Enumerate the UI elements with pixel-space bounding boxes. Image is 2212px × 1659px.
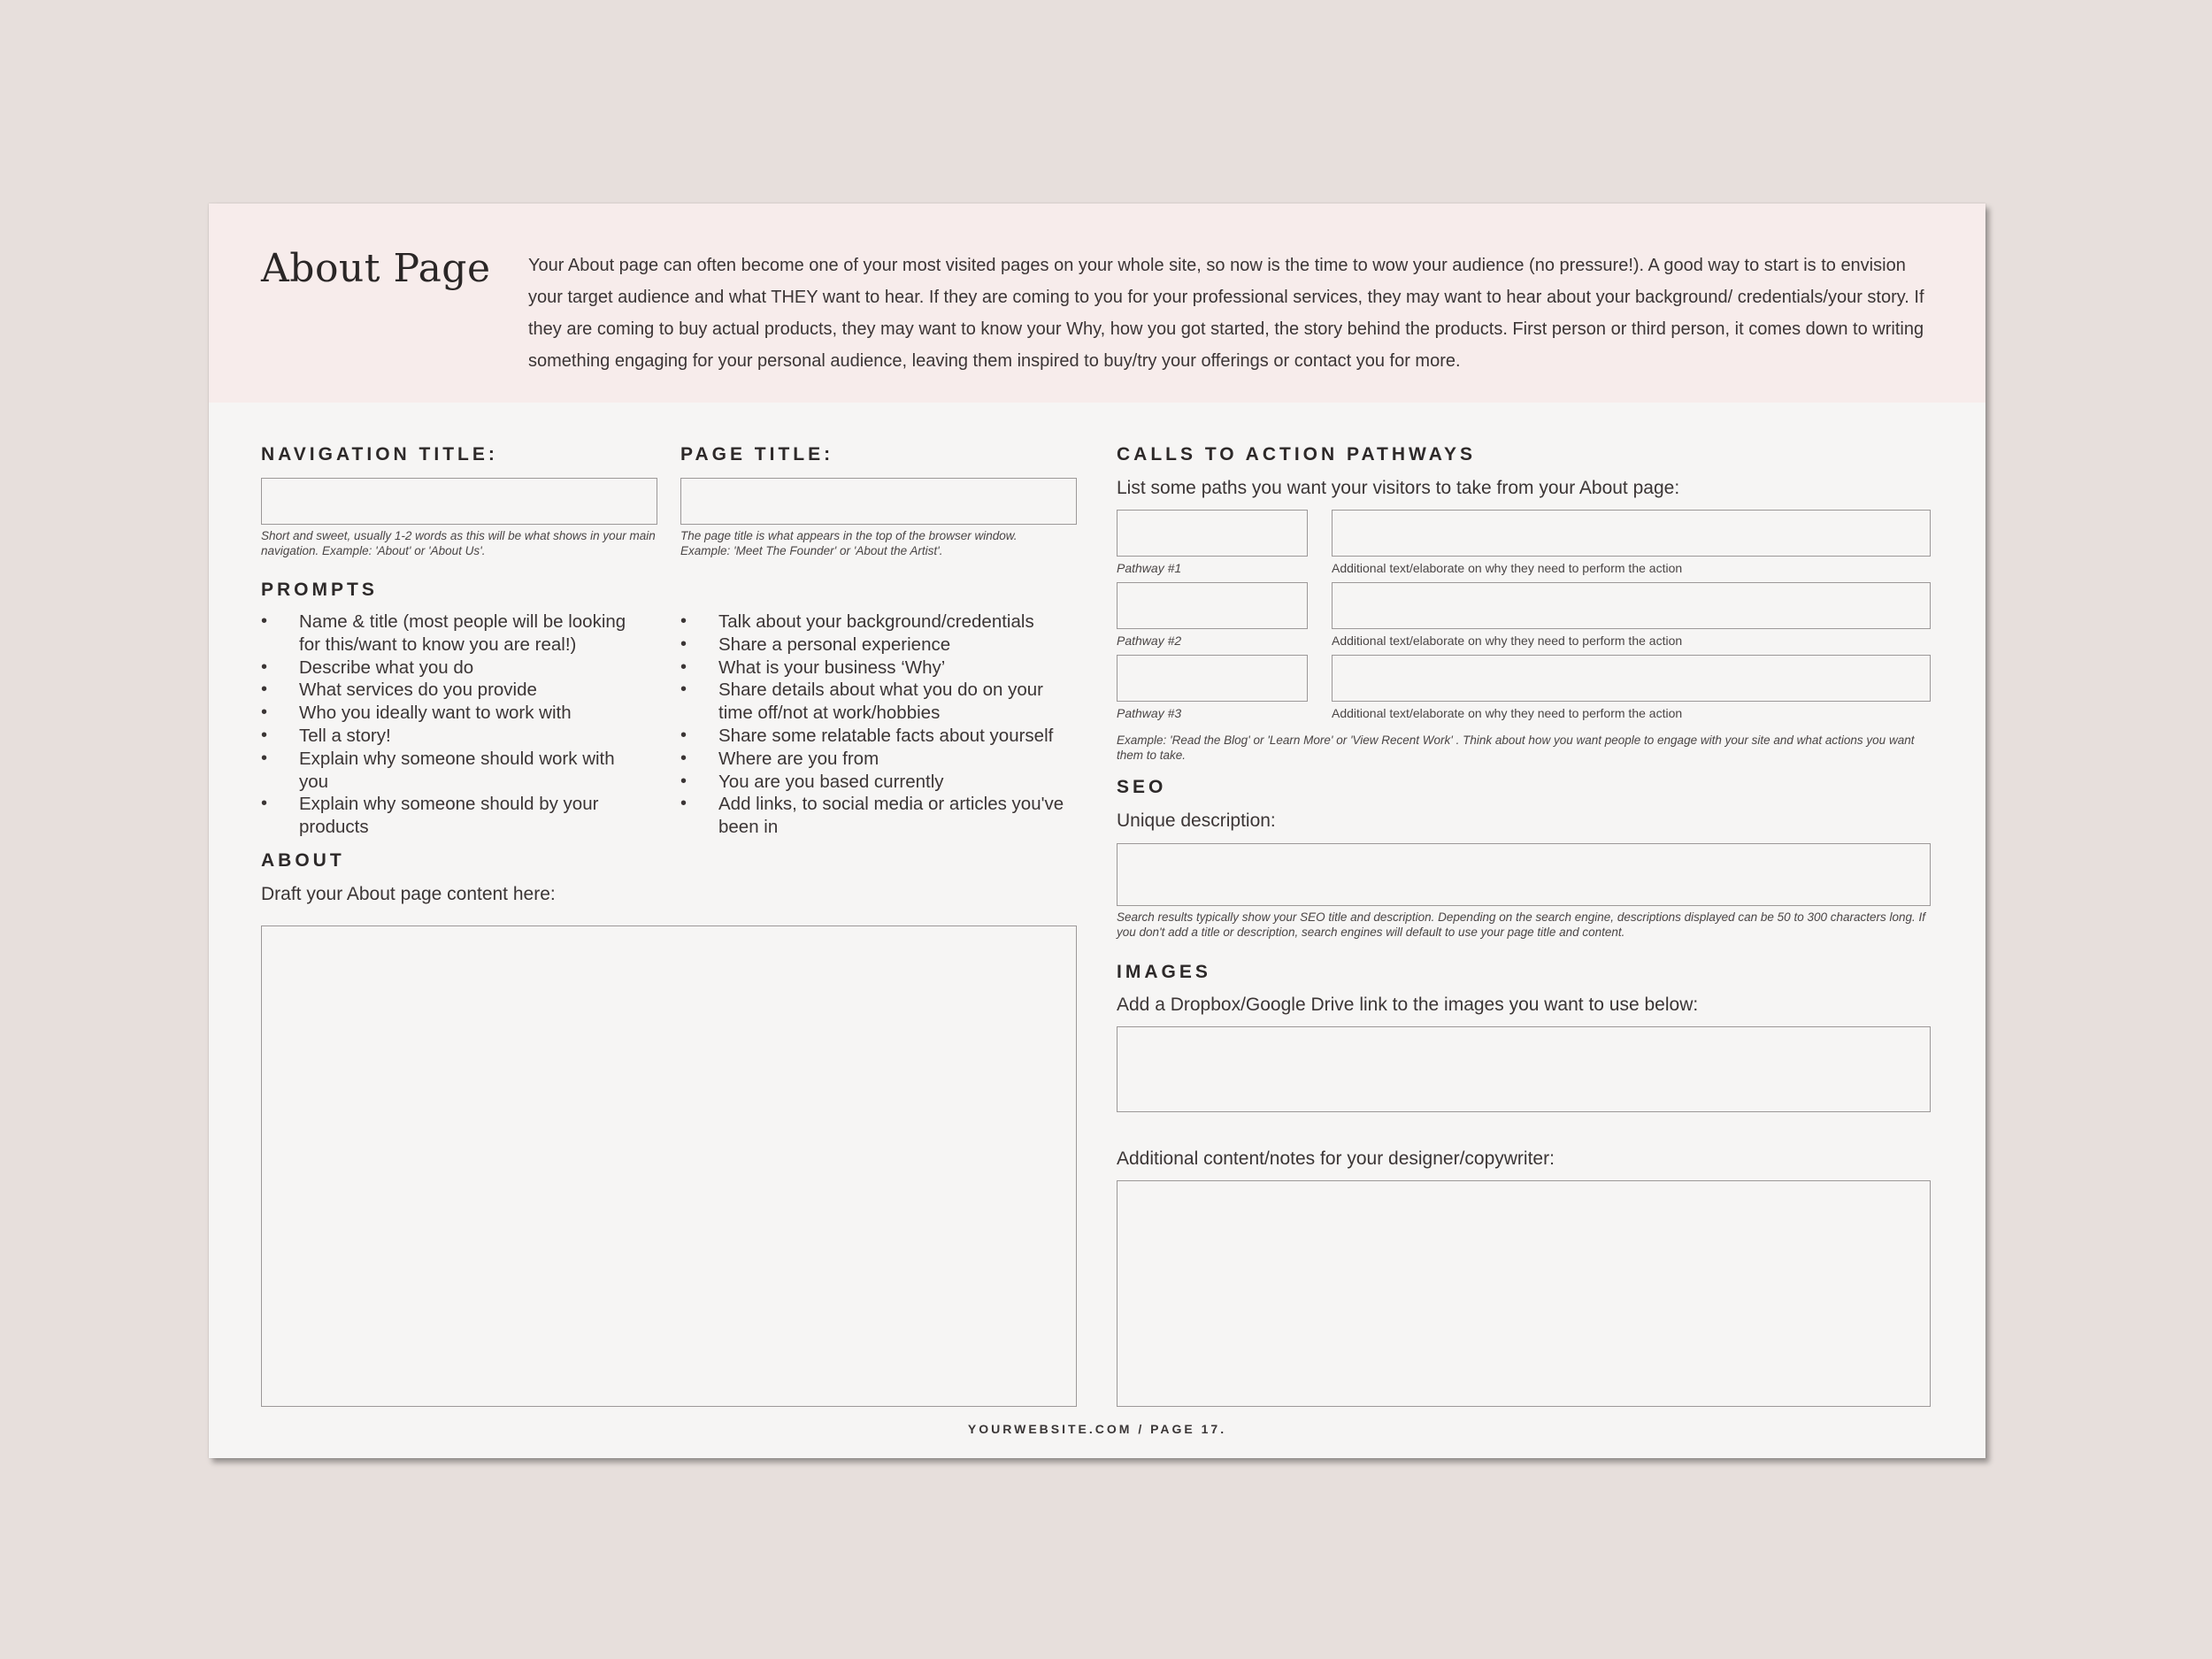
list-item: • Name & title (most people will be looking for this/want to know you are real!) — [261, 611, 641, 657]
pathway-1-label: Pathway #1 — [1117, 561, 1182, 575]
list-item: • What is your business ‘Why’ — [680, 657, 1079, 680]
prompts-list-right — [680, 611, 1079, 839]
pathway-2-field[interactable] — [1117, 582, 1308, 629]
pathway-3-label: Pathway #3 — [1117, 706, 1182, 720]
list-item: • Add links, to social media or articles you've been in — [680, 793, 1079, 839]
about-content-textarea[interactable] — [261, 926, 1077, 1407]
seo-heading: SEO — [1117, 777, 1167, 797]
images-link-field[interactable] — [1117, 1026, 1931, 1112]
pathway-3-field[interactable] — [1117, 655, 1308, 702]
seo-hint: Search results typically show your SEO title and description. Depending on the search engine, descriptions displayed can be 50 to 300 characters long. If you don't add a title or description, search engines will default to use your page title and content. — [1117, 910, 1926, 939]
list-item: • Explain why someone should work with you — [261, 748, 641, 794]
pathway-1-field[interactable] — [1117, 510, 1308, 557]
pathway-2-note-label: Additional text/elaborate on why they need to perform the action — [1332, 634, 1683, 648]
page-title-hint: The page title is what appears in the top of the browser window. Example: 'Meet The Founder' or 'About the Artist'. — [680, 529, 1018, 557]
list-item: • Talk about your background/credentials — [680, 611, 1079, 634]
about-heading: ABOUT — [261, 850, 345, 871]
images-heading: IMAGES — [1117, 962, 1211, 982]
pathway-2-note-field[interactable] — [1332, 582, 1931, 629]
cta-heading: CALLS TO ACTION PATHWAYS — [1117, 444, 1476, 465]
pathway-1-note-field[interactable] — [1332, 510, 1931, 557]
list-item: • Tell a story! — [261, 725, 641, 748]
prompts-list-left — [261, 611, 641, 839]
list-item: • Describe what you do — [261, 657, 641, 680]
pathway-3-note-label: Additional text/elaborate on why they need to perform the action — [1332, 706, 1683, 720]
list-item: • Share some relatable facts about yourself — [680, 725, 1079, 748]
list-item: • You are you based currently — [680, 771, 1079, 794]
intro-paragraph: Your About page can often become one of your most visited pages on your whole site, so now is the time to wow your audience (no pressure!). A good way to start is to envision your target audience and what THEY want to hear. If they are coming to you for your professional services, they may want to hear about your background/ credentials/your story. If they are coming to buy actual products, they may want to know your Why, how you got started, the story behind the products. First person or third person, it comes down to writing something engaging for your personal audience, leaving them inspired to buy/try your offerings or contact you for more. — [528, 256, 1924, 371]
navigation-title-field[interactable] — [261, 478, 657, 525]
list-item: • Explain why someone should by your products — [261, 793, 641, 839]
notes-label: Additional content/notes for your designer/copywriter: — [1117, 1148, 1555, 1169]
images-label: Add a Dropbox/Google Drive link to the images you want to use below: — [1117, 995, 1699, 1015]
seo-description-field[interactable] — [1117, 843, 1931, 906]
page-title-heading: PAGE TITLE: — [680, 444, 834, 465]
cta-example-hint: Example: 'Read the Blog' or 'Learn More' or 'View Recent Work' . Think about how you want people to engage with your site and what actions you want them to take. — [1117, 733, 1915, 762]
list-item: • Where are you from — [680, 748, 1079, 771]
pathway-3-note-field[interactable] — [1332, 655, 1931, 702]
prompts-heading: PROMPTS — [261, 580, 378, 600]
page-title-field[interactable] — [680, 478, 1077, 525]
header-band — [209, 204, 1985, 403]
cta-label: List some paths you want your visitors to take from your About page: — [1117, 478, 1680, 498]
about-label: Draft your About page content here: — [261, 884, 556, 904]
list-item: • Who you ideally want to work with — [261, 702, 641, 725]
notes-textarea[interactable] — [1117, 1180, 1931, 1407]
pathway-2-label: Pathway #2 — [1117, 634, 1182, 648]
page-footer: YOURWEBSITE.COM / PAGE 17. — [967, 1422, 1227, 1436]
page-title: About Page — [261, 246, 491, 291]
pathway-1-note-label: Additional text/elaborate on why they need to perform the action — [1332, 561, 1683, 575]
list-item: • What services do you provide — [261, 679, 641, 702]
list-item: • Share details about what you do on your time off/not at work/hobbies — [680, 679, 1079, 725]
list-item: • Share a personal experience — [680, 634, 1079, 657]
worksheet-page — [209, 204, 1985, 1458]
navigation-title-hint: Short and sweet, usually 1-2 words as this will be what shows in your main navigation. Example: 'About' or 'About Us'. — [261, 529, 656, 557]
seo-label: Unique description: — [1117, 810, 1276, 831]
navigation-title-heading: NAVIGATION TITLE: — [261, 444, 498, 465]
